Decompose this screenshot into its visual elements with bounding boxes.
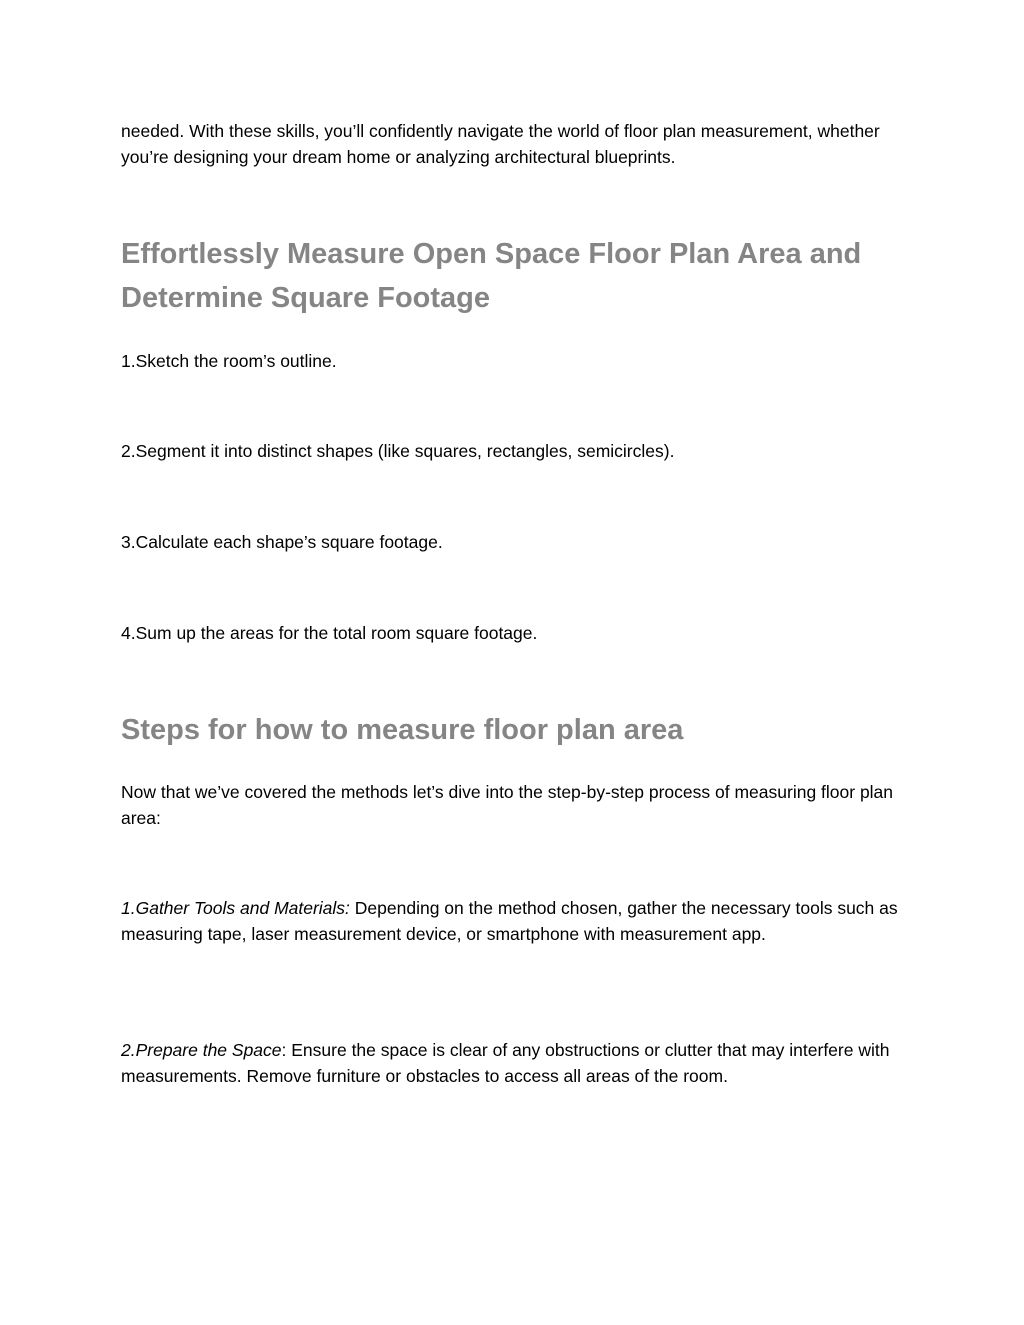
section-heading-open-space: Effortlessly Measure Open Space Floor Plan Area and Determine Square Footage	[121, 238, 862, 314]
step-label: 1.Gather Tools and Materials:	[121, 898, 350, 918]
list-item: 3.Calculate each shape’s square footage.	[121, 532, 443, 552]
list-item: 4.Sum up the areas for the total room square footage.	[121, 623, 538, 643]
intro-paragraph: needed. With these skills, you’ll confidently navigate the world of floor plan measurement, whether you’re designing your dream home or analyzing architectural blueprints.	[121, 121, 880, 167]
list-item: 1.Sketch the room’s outline.	[121, 351, 337, 371]
step-text: Depending on the method chosen, gather the necessary tools such as measuring tape, laser measurement device, or smartphone with measurement app.	[121, 898, 898, 944]
list-item: 2.Segment it into distinct shapes (like squares, rectangles, semicircles).	[121, 441, 675, 461]
section-intro-paragraph: Now that we’ve covered the methods let’s dive into the step-by-step process of measuring floor plan area:	[121, 782, 894, 828]
step-paragraph	[121, 895, 911, 947]
step-paragraph	[121, 1037, 911, 1089]
step-label: 2.Prepare the Space	[121, 1040, 282, 1060]
section-heading-steps: Steps for how to measure floor plan area	[121, 714, 684, 746]
step-text: : Ensure the space is clear of any obstructions or clutter that may interfere with measurements. Remove furniture or obstacles to access all areas of the room.	[121, 1040, 890, 1086]
